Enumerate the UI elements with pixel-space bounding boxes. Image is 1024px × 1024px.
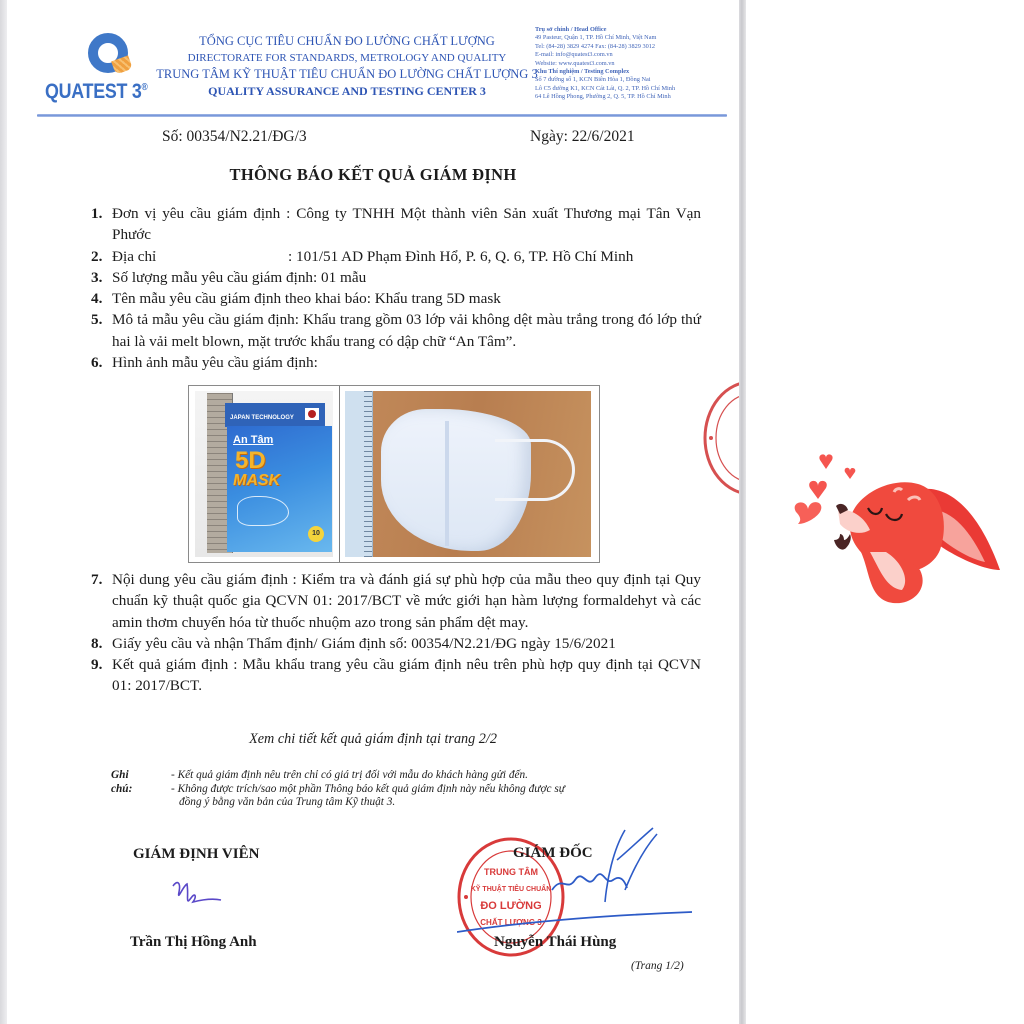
document-right-edge (739, 0, 746, 1024)
list-item: 2. Địa chỉ : 101/51 AD Phạm Đình Hổ, P. 6, Q. 6, TP. Hồ Chí Minh (91, 247, 634, 265)
testing-address-3: 64 Lê Hồng Phong, Phường 2, Q. 5, TP. Hồ Chí Minh (535, 93, 671, 101)
head-office-label: Trụ sở chính / Head Office (535, 26, 607, 33)
tel-fax: Tel: (84-28) 3829 4274 Fax: (84-28) 3829 3012 (535, 42, 656, 50)
product-mask: MASK (233, 472, 281, 489)
box-front (227, 426, 332, 552)
list-item: 4. Tên mẫu yêu cầu giám định theo khai báo: Khẩu trang 5D mask (91, 290, 501, 308)
svg-text:CHẤT LƯỢNG 3: CHẤT LƯỢNG 3 (480, 918, 542, 927)
count-badge: 10 (308, 526, 324, 542)
header-divider (37, 114, 727, 117)
testing-complex-label: Khu Thí nghiệm / Testing Complex (535, 68, 630, 76)
list-item: 3. Số lượng mẫu yêu cầu giám định: 01 mẫu (91, 268, 367, 286)
box-top-band: JAPAN TECHNOLOGY (225, 403, 325, 427)
svg-text:ĐO LƯỜNG: ĐO LƯỜNG (480, 900, 542, 912)
list-item: 9. Kết quả giám định : Mẫu khẩu trang yêu cầu giám định nêu trên phù hợp quy định tại QCVN 01: 2017/BCT. (91, 656, 701, 695)
note-line: đồng ý bằng văn bản của Trung tâm Kỹ thuật 3. (179, 796, 396, 808)
agency-vi: TỔNG CỤC TIÊU CHUẨN ĐO LƯỜNG CHẤT LƯỢNG (199, 34, 495, 48)
list-item: 6. Hình ảnh mẫu yêu cầu giám định: (91, 354, 318, 372)
document-date: Ngày: 22/6/2021 (530, 128, 635, 145)
logo-text: QUATEST 3® (45, 80, 148, 103)
image-divider (339, 386, 340, 562)
inspector-title: GIÁM ĐỊNH VIÊN (133, 846, 260, 862)
header-contact (535, 26, 735, 102)
inspector-name: Trần Thị Hồng Anh (130, 934, 257, 950)
items-list-bottom (91, 569, 701, 697)
list-item: 7. Nội dung yêu cầu giám định : Kiểm tra và đánh giá sự phù hợp của mẫu theo quy định tại Quy chuẩn kỹ thuật quốc gia QCVN 01: 2017/BCT về mức giới hạn hàm lượng formaldehyt và các amin thơm chuyển hóa từ thuốc nhuộm azo trong sản phẩm dệt may. (91, 571, 701, 631)
head-office-address: 49 Pasteur, Quận 1, TP. Hồ Chí Minh, Việt Nam (535, 34, 657, 42)
brand-label: An Tâm (233, 434, 274, 446)
director-signature-icon (457, 820, 697, 940)
director-name: Nguyễn Thái Hùng (494, 934, 617, 950)
header-organization (147, 33, 547, 99)
ear-strap (495, 439, 575, 501)
page-number: (Trang 1/2) (631, 960, 684, 972)
page-seal-stamp (699, 378, 739, 498)
reference-number: Số: 00354/N2.21/ĐG/3 (162, 128, 307, 145)
note-label: Ghi chú: (111, 769, 133, 795)
svg-text:KỸ THUẬT TIÊU CHUẨN: KỸ THUẬT TIÊU CHUẨN (470, 886, 552, 893)
website: Website: www.quatest3.com.vn (535, 59, 615, 67)
document-title: THÔNG BÁO KẾT QUẢ GIÁM ĐỊNH (229, 165, 517, 184)
product-box-photo (195, 391, 333, 557)
svg-text:TRUNG TÂM: TRUNG TÂM (484, 867, 538, 877)
testing-address-2: Lô C5 đường K1, KCN Cát Lái, Q. 2, TP. Hồ Chí Minh (535, 84, 676, 92)
viewer-left-edge (0, 0, 7, 1024)
mask-photo (345, 391, 591, 557)
sample-images (188, 385, 600, 563)
note-line: - Không được trích/sao một phần Thông báo kết quả giám định này nếu không được sự (171, 782, 565, 795)
email: E-mail: info@quatest3.com.vn (535, 51, 613, 59)
mask-seam (445, 421, 449, 546)
director-title: GIÁM ĐỐC (513, 845, 593, 861)
agency-en: DIRECTORATE FOR STANDARDS, METROLOGY AND QUALITY (187, 51, 507, 64)
center-en: QUALITY ASSURANCE AND TESTING CENTER 3 (208, 83, 486, 98)
seal-stamp-icon (699, 378, 739, 498)
testing-address-1: Số 7 đường số 1, KCN Biên Hòa 1, Đồng Nai (535, 76, 651, 84)
ruler (345, 391, 373, 557)
items-list-top (91, 203, 701, 373)
document-page (7, 0, 739, 1024)
see-detail-note: Xem chi tiết kết quả giám định tại trang 2/2 (249, 731, 497, 747)
list-item: 8. Giấy yêu cầu và nhận Thẩm định/ Giám định số: 00354/N2.21/ĐG ngày 15/6/2021 (91, 634, 616, 652)
mask-outline-icon (237, 496, 289, 526)
list-item: 5. Mô tả mẫu yêu cầu giám định: Khẩu trang gồm 03 lớp vải không dệt màu trắng trong đó lớp thứ hai là vải melt blown, mặt trước khẩu trang có dập chữ “An Tâm”. (91, 311, 701, 350)
list-item: 1. Đơn vị yêu cầu giám định : Công ty TNHH Một thành viên Sản xuất Thương mại Tân Vạn Phước (91, 205, 701, 244)
japan-flag-icon (305, 408, 319, 420)
inspector-signature-icon (167, 876, 227, 916)
center-vi: TRUNG TÂM KỸ THUẬT TIÊU CHUẨN ĐO LƯỜNG CHẤT LƯỢNG 3 (156, 67, 538, 81)
quatest-logo (45, 30, 155, 105)
product-5d: 5D (235, 447, 266, 474)
fox-kiss-sticker-icon (790, 440, 1005, 610)
note-line: - Kết quả giám định nêu trên chỉ có giá trị đối với mẫu do khách hàng gửi đến. (171, 769, 529, 781)
